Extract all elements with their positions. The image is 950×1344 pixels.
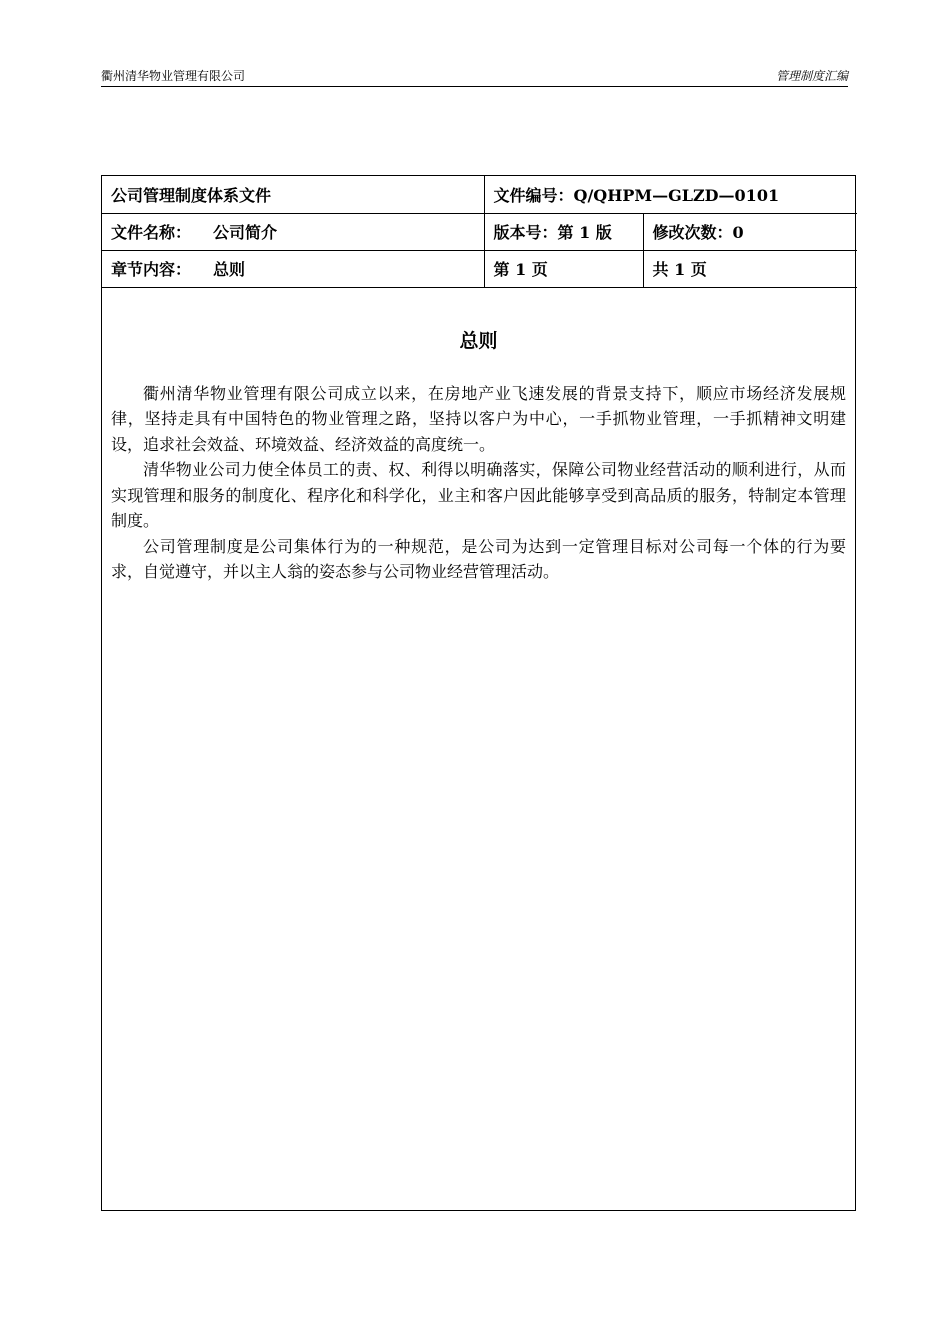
section-title: 总则 [459,329,498,352]
revisions-cell: 修改次数：0 [643,213,857,250]
doc-name-label: 文件名称： [111,223,192,242]
version-cell: 版本号：第 1 版 [484,213,643,250]
page-header [101,66,848,87]
meta-table [102,176,857,288]
meta-row-2 [102,213,857,250]
page-cell: 第 1 页 [484,250,643,287]
chapter-cell [102,250,484,287]
paragraph: 衢州清华物业管理有限公司成立以来，在房地产业飞速发展的背景支持下，顺应市场经济发展规律，坚持走具有中国特色的物业管理之路，坚持以客户为中心，一手抓物业管理，一手抓精神文明建设，追求社会效益、环境效益、经济效益的高度统一。 [111,383,846,454]
paragraph: 公司管理制度是公司集体行为的一种规范，是公司为达到一定管理目标对公司每一个体的行为要求，自觉遵守，并以主人翁的姿态参与公司物业经营管理活动。 [111,536,846,581]
chapter-value: 总则 [213,260,246,279]
doc-number-cell: 文件编号：Q/QHPM—GLZD—0101 [484,176,857,213]
chapter-label: 章节内容： [111,260,192,279]
total-pages-cell: 共 1 页 [643,250,857,287]
document-frame [101,175,856,1211]
meta-row-3 [102,250,857,287]
doc-name-cell [102,213,484,250]
doc-name-value: 公司简介 [213,223,278,242]
company-name: 衢州清华物业管理有限公司 [101,69,246,83]
system-cell: 公司管理制度体系文件 [102,176,484,213]
paragraph: 清华物业公司力使全体员工的责、权、利得以明确落实，保障公司物业经营活动的顺利进行，从而实现管理和服务的制度化、程序化和科学化，业主和客户因此能够享受到高品质的服务，特制定本管理制度。 [111,460,846,530]
body-text [102,381,855,585]
meta-row-1 [102,176,857,213]
series-title: 管理制度汇编 [775,69,848,83]
